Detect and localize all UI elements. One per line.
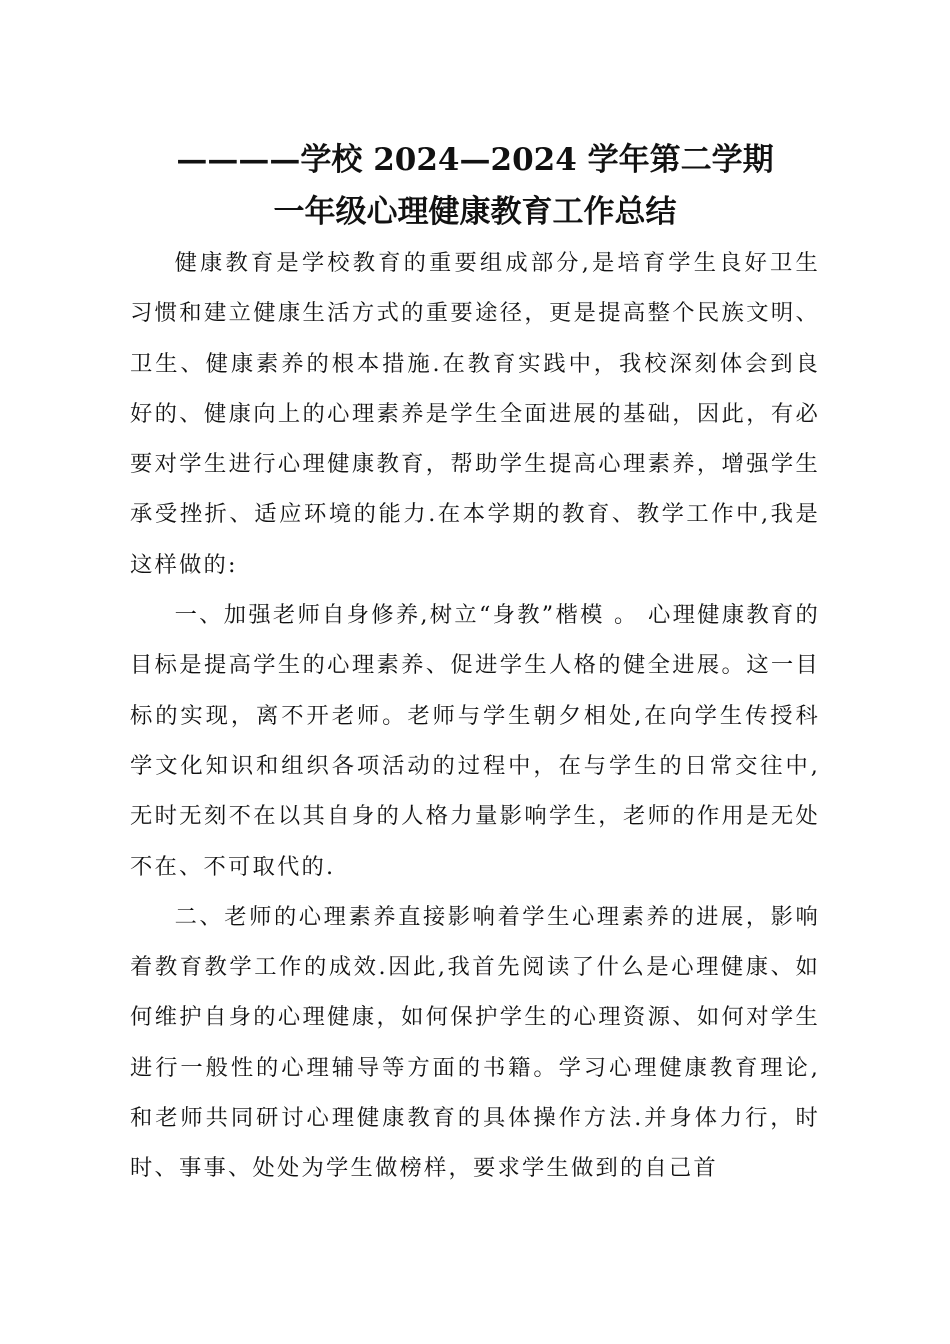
paragraph-intro: 健康教育是学校教育的重要组成部分,是培育学生良好卫生习惯和建立健康生活方式的重要途径，更是提高整个民族文明、卫生、健康素养的根本措施.在教育实践中，我校深刻体会到良好的、健康向上的心理素养是学生全面进展的基础，因此，有必要对学生进行心理健康教育，帮助学生提高心理素养，增强学生承受挫折、适应环境的能力.在本学期的教育、教学工作中,我是这样做的:	[130, 250, 820, 578]
paragraph-section-2: 二、老师的心理素养直接影响着学生心理素养的进展，影响着教育教学工作的成效.因此,我首先阅读了什么是心理健康、如何维护自身的心理健康，如何保护学生的心理资源、如何对学生进行一般性的心理辅导等方面的书籍。学习心理健康教育理论,和老师共同研讨心理健康教育的具体操作方法.并身体力行，时时、事事、处处为学生做榜样，要求学生做到的自己首	[130, 903, 820, 1182]
document-title-line-2: 一年级心理健康教育工作总结	[273, 194, 677, 230]
paragraph-section-1: 一、加强老师自身修养,树立“身教”楷模 。 心理健康教育的目标是提高学生的心理素养、促进学生人格的健全进展。这一目标的实现，离不开老师。老师与学生朝夕相处,在向学生传授科学文化知识和组织各项活动的过程中，在与学生的日常交往中,无时无刻不在以其自身的人格力量影响学生，老师的作用是无处不在、不可取代的.	[130, 602, 820, 880]
document-body	[130, 238, 820, 1194]
document-title-line-1: ————学校 2024—2024 学年第二学期	[176, 142, 774, 178]
